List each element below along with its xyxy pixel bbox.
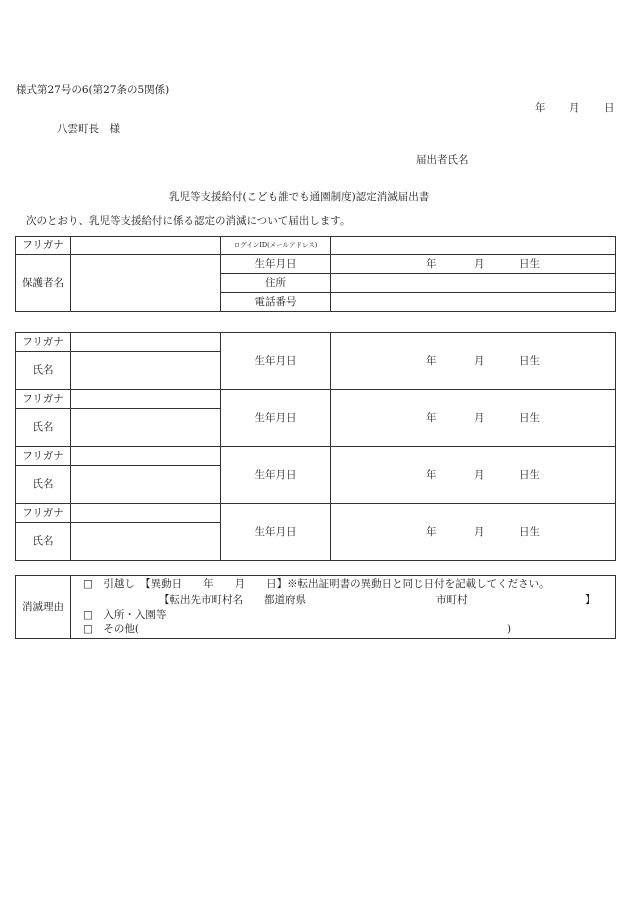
guardian-dob-day: 日生 bbox=[519, 257, 540, 270]
guardian-address-field[interactable] bbox=[331, 274, 616, 293]
child-name-field[interactable] bbox=[71, 409, 221, 447]
form-number: 様式第27号の6(第27条の5関係) bbox=[16, 84, 170, 96]
child-dob-label: 生年月日 bbox=[221, 504, 331, 561]
child-dob-day: 日生 bbox=[519, 354, 540, 367]
child-furigana-label: フリガナ bbox=[16, 504, 71, 523]
form-title: 乳児等支援給付(こども誰でも通園制度)認定消滅届出書 bbox=[169, 191, 430, 203]
child-name-field[interactable] bbox=[71, 466, 221, 504]
date-month-label: 月 bbox=[569, 102, 580, 114]
guardian-name-field[interactable] bbox=[71, 255, 221, 312]
child-name-field[interactable] bbox=[71, 523, 221, 561]
child-dob-day: 日生 bbox=[519, 468, 540, 481]
child-name-label: 氏名 bbox=[16, 523, 71, 561]
child-dob-day: 日生 bbox=[519, 525, 540, 538]
guardian-phone-field[interactable] bbox=[331, 293, 616, 312]
child-dob-year: 年 bbox=[426, 525, 437, 538]
guardian-phone-label: 電話番号 bbox=[221, 293, 331, 312]
applicant-name-label: 届出者氏名 bbox=[416, 154, 469, 166]
child-furigana-field[interactable] bbox=[71, 504, 221, 523]
reason-destination-close: 】 bbox=[585, 594, 596, 606]
reason-other-close: ) bbox=[507, 623, 512, 635]
guardian-address-label: 住所 bbox=[221, 274, 331, 293]
child-dob-field[interactable] bbox=[331, 447, 616, 504]
date-day-label: 日 bbox=[604, 102, 615, 114]
guardian-furigana-field[interactable] bbox=[71, 237, 221, 255]
child-dob-field[interactable] bbox=[331, 504, 616, 561]
child-name-label: 氏名 bbox=[16, 352, 71, 390]
reason-admission-option[interactable]: □ 入所・入園等 bbox=[83, 609, 167, 621]
date-year-label: 年 bbox=[535, 102, 546, 114]
guardian-dob-label: 生年月日 bbox=[221, 255, 331, 274]
child-dob-year: 年 bbox=[426, 354, 437, 367]
child-dob-month: 月 bbox=[474, 525, 485, 538]
login-id-label: ログインID(メールアドレス) bbox=[221, 237, 331, 255]
child-dob-field[interactable] bbox=[331, 333, 616, 390]
login-id-field[interactable] bbox=[331, 237, 616, 255]
child-name-label: 氏名 bbox=[16, 466, 71, 504]
reason-moving-option[interactable]: □ 引越し 【異動日 年 月 日】※転出証明書の異動日と同じ日付を記載してください。 bbox=[83, 578, 550, 590]
child-dob-field[interactable] bbox=[331, 390, 616, 447]
reason-table bbox=[15, 575, 616, 639]
child-furigana-label: フリガナ bbox=[16, 333, 71, 352]
child-dob-month: 月 bbox=[474, 468, 485, 481]
child-name-label: 氏名 bbox=[16, 409, 71, 447]
child-dob-label: 生年月日 bbox=[221, 390, 331, 447]
reason-other-option[interactable]: □ その他( bbox=[83, 623, 140, 635]
child-dob-year: 年 bbox=[426, 468, 437, 481]
guardian-dob-field[interactable] bbox=[331, 255, 616, 274]
child-dob-month: 月 bbox=[474, 411, 485, 424]
guardian-dob-year: 年 bbox=[426, 257, 437, 270]
children-table bbox=[15, 332, 616, 561]
addressee: 八雲町長 様 bbox=[57, 123, 120, 135]
reason-options bbox=[71, 576, 616, 639]
child-dob-month: 月 bbox=[474, 354, 485, 367]
child-furigana-label: フリガナ bbox=[16, 390, 71, 409]
guardian-name-label: 保護者名 bbox=[16, 255, 71, 312]
child-name-field[interactable] bbox=[71, 352, 221, 390]
child-furigana-field[interactable] bbox=[71, 447, 221, 466]
child-dob-day: 日生 bbox=[519, 411, 540, 424]
reason-destination-prefecture: 【転出先市町村名 都道府県 bbox=[159, 594, 306, 606]
reason-destination-city: 市町村 bbox=[436, 594, 468, 606]
child-furigana-label: フリガナ bbox=[16, 447, 71, 466]
child-furigana-field[interactable] bbox=[71, 333, 221, 352]
intro-text: 次のとおり、乳児等支援給付に係る認定の消滅について届出します。 bbox=[26, 215, 351, 227]
child-dob-year: 年 bbox=[426, 411, 437, 424]
child-dob-label: 生年月日 bbox=[221, 333, 331, 390]
guardian-furigana-label: フリガナ bbox=[16, 237, 71, 255]
guardian-table bbox=[15, 236, 616, 312]
child-dob-label: 生年月日 bbox=[221, 447, 331, 504]
guardian-dob-month: 月 bbox=[474, 257, 485, 270]
reason-label: 消滅理由 bbox=[16, 576, 71, 639]
child-furigana-field[interactable] bbox=[71, 390, 221, 409]
